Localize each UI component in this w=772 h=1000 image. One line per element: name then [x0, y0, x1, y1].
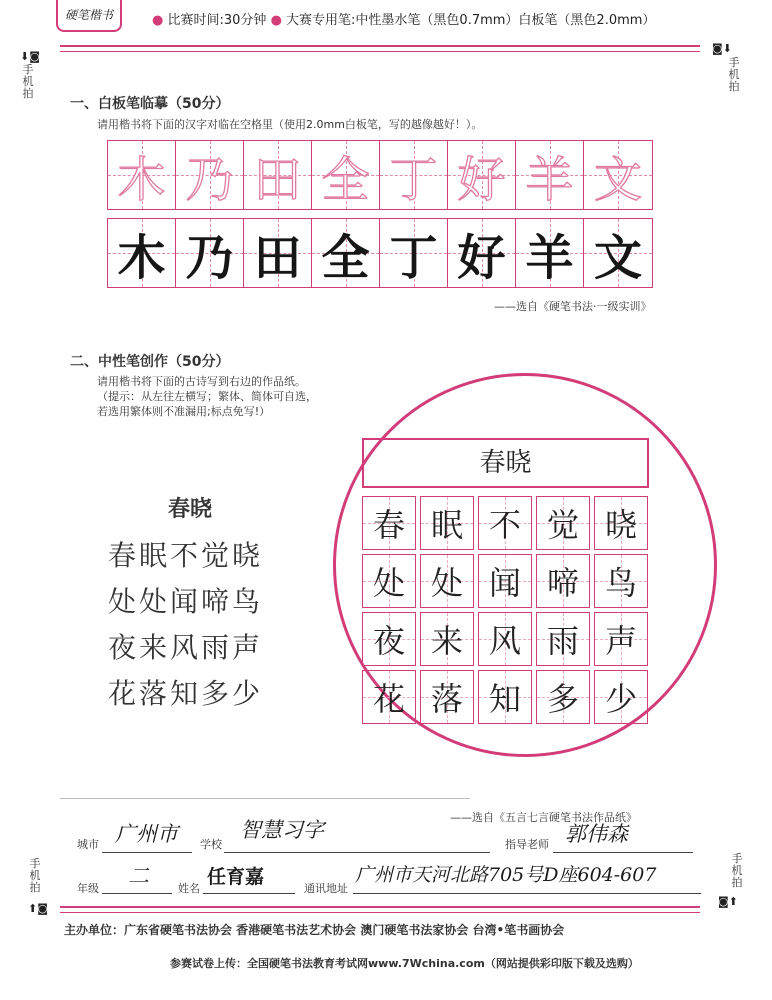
work-char: 春 — [372, 506, 405, 544]
exam-info — [152, 9, 655, 28]
work-char-cell — [478, 670, 532, 724]
work-char: 晓 — [604, 506, 637, 544]
work-char: 鸟 — [604, 564, 637, 602]
grade-value: 二 — [128, 864, 149, 888]
bold-char-grid — [107, 218, 653, 288]
work-char-cell — [478, 612, 532, 666]
exam-time: 比赛时间:30分钟 — [167, 13, 267, 28]
work-char-cell — [362, 612, 416, 666]
work-char: 落 — [430, 680, 463, 718]
bold-char-cell — [516, 219, 584, 287]
work-char: 啼 — [546, 564, 579, 602]
poem-line: 花落知多少 — [108, 677, 264, 710]
camera-icon: ◙⬇ — [712, 42, 732, 55]
bold-char-char: 田 — [253, 229, 302, 286]
work-char-cell — [536, 496, 590, 550]
bold-char-char: 木 — [117, 229, 166, 286]
outline-char-char: 全 — [321, 151, 370, 208]
upload-info: 参赛试卷上传：全国硬笔书法教育考试网www.7Wchina.com（网站提供彩印版下载及选购） — [170, 957, 639, 970]
header-rule-thin — [60, 51, 700, 52]
hint-line: （提示：从左往左横写；繁体、简体可自选， — [97, 390, 317, 403]
poem-line: 夜来风雨声 — [108, 631, 264, 664]
outline-char-cell — [108, 141, 176, 209]
address-underline — [353, 893, 701, 894]
outline-char-cell — [312, 141, 380, 209]
outline-char-char: 羊 — [525, 151, 574, 208]
city-value: 广州市 — [115, 822, 178, 846]
school-underline — [224, 852, 490, 853]
bold-char-char: 好 — [457, 229, 506, 286]
outline-char-grid — [107, 140, 653, 210]
work-char: 声 — [604, 622, 637, 660]
side-label-right: 手机拍 — [728, 56, 740, 93]
work-char-cell — [362, 496, 416, 550]
work-char: 雨 — [546, 622, 579, 660]
section2-source: ——选自《五言七言硬笔书法作品纸》 — [450, 811, 637, 824]
outline-char-cell — [448, 141, 516, 209]
work-char-cell — [362, 554, 416, 608]
name-value: 任育嘉 — [207, 866, 265, 888]
city-underline — [102, 852, 192, 853]
work-char-cell — [594, 612, 648, 666]
work-char: 处 — [430, 564, 463, 602]
city-label: 城市 — [77, 838, 99, 851]
camera-icon: ⬇◙ — [20, 50, 40, 63]
footer-rule-thin — [60, 912, 700, 913]
work-char: 觉 — [546, 506, 579, 544]
work-char-cell — [536, 612, 590, 666]
bold-char-char: 全 — [321, 229, 370, 286]
work-char-cell — [594, 496, 648, 550]
hint-line: 请用楷书将下面的古诗写到右边的作品纸。 — [97, 375, 306, 388]
work-char: 来 — [430, 622, 463, 660]
outline-char-char: 好 — [457, 151, 506, 208]
section1-title: 一、白板笔临摹（50分） — [70, 96, 230, 112]
work-char-cell — [536, 554, 590, 608]
work-char: 处 — [372, 564, 405, 602]
work-char: 夜 — [372, 622, 405, 660]
address-value: 广州市天河北路705号D座604-607 — [355, 864, 657, 886]
work-char: 眠 — [430, 506, 463, 544]
outline-char-char: 木 — [117, 151, 166, 208]
camera-icon: ⬆◙ — [28, 902, 48, 915]
outline-char-cell — [584, 141, 652, 209]
work-char: 不 — [488, 506, 521, 544]
bold-char-cell — [176, 219, 244, 287]
work-title-box: 春晓 — [362, 438, 649, 488]
bold-char-cell — [108, 219, 176, 287]
work-char-cell — [420, 612, 474, 666]
teacher-label: 指导老师 — [505, 838, 549, 851]
outline-char-cell — [176, 141, 244, 209]
footer-rule — [60, 906, 700, 908]
organizers: 主办单位：广东省硬笔书法协会 香港硬笔书法艺术协会 澳门硬笔书法家协会 台湾•笔书画协会 — [64, 923, 565, 937]
outline-char-cell — [380, 141, 448, 209]
teacher-underline — [553, 852, 693, 853]
outline-char-char: 田 — [253, 151, 302, 208]
school-label: 学校 — [200, 838, 222, 851]
hint-line: 若选用繁体则不准漏用;标点免写!） — [97, 405, 271, 418]
work-char-cell — [536, 670, 590, 724]
header-rule — [60, 45, 700, 47]
section1-instruction: 请用楷书将下面的汉字对临在空格里（使用2.0mm白板笔，写的越像越好！）。 — [97, 118, 483, 131]
work-char-cell — [478, 496, 532, 550]
outline-char-cell — [516, 141, 584, 209]
side-label-right-bottom: 手机拍 — [731, 852, 743, 889]
bold-char-cell — [448, 219, 516, 287]
name-label: 姓名 — [178, 882, 200, 895]
poem-title: 春晓 — [167, 497, 212, 522]
work-char-cell — [594, 554, 648, 608]
work-char-cell — [420, 496, 474, 550]
work-char: 少 — [604, 680, 637, 718]
work-char: 风 — [488, 622, 521, 660]
work-char: 多 — [546, 680, 579, 718]
bold-char-cell — [380, 219, 448, 287]
name-underline — [203, 893, 295, 894]
bullet-icon: ● — [152, 13, 164, 28]
work-char-cell — [362, 670, 416, 724]
bold-char-cell — [584, 219, 652, 287]
work-char-cell — [478, 554, 532, 608]
work-char-cell — [594, 670, 648, 724]
work-char: 知 — [488, 680, 521, 718]
work-char: 闻 — [488, 564, 521, 602]
bold-char-char: 文 — [593, 229, 642, 286]
outline-char-char: 丁 — [389, 151, 438, 208]
poem-line: 春眠不觉晓 — [108, 539, 264, 572]
side-label-left-bottom: 手机拍 — [29, 857, 41, 894]
teacher-value: 郭伟森 — [565, 822, 628, 846]
grade-label: 年级 — [77, 882, 99, 895]
bold-char-cell — [244, 219, 312, 287]
work-char-cell — [420, 670, 474, 724]
outline-char-char: 文 — [593, 151, 642, 208]
outline-char-char: 乃 — [185, 151, 234, 208]
bold-char-char: 丁 — [389, 229, 438, 286]
outline-char-cell — [244, 141, 312, 209]
section1-source: ——选自《硬笔书法·一级实训》 — [494, 300, 652, 313]
section2-hints — [97, 374, 317, 419]
section2-title: 二、中性笔创作（50分） — [70, 354, 230, 370]
school-value: 智慧习字 — [240, 818, 324, 842]
work-char: 花 — [372, 680, 405, 718]
bold-char-cell — [312, 219, 380, 287]
poem-line: 处处闻啼鸟 — [108, 585, 264, 618]
address-label: 通讯地址 — [304, 882, 348, 895]
exam-pens: 大赛专用笔:中性墨水笔（黑色0.7mm）白板笔（黑色2.0mm） — [286, 13, 656, 28]
bold-char-char: 乃 — [185, 229, 234, 286]
camera-icon: ◙⬆ — [718, 895, 738, 908]
side-label-left: 手机拍 — [22, 63, 34, 100]
level-badge: 硬笔楷书 — [56, 0, 122, 32]
bullet-icon: ● — [270, 13, 282, 28]
grade-underline — [102, 893, 172, 894]
bold-char-char: 羊 — [525, 229, 574, 286]
work-char-cell — [420, 554, 474, 608]
form-top-rule — [60, 798, 470, 799]
work-char-grid — [362, 496, 650, 724]
